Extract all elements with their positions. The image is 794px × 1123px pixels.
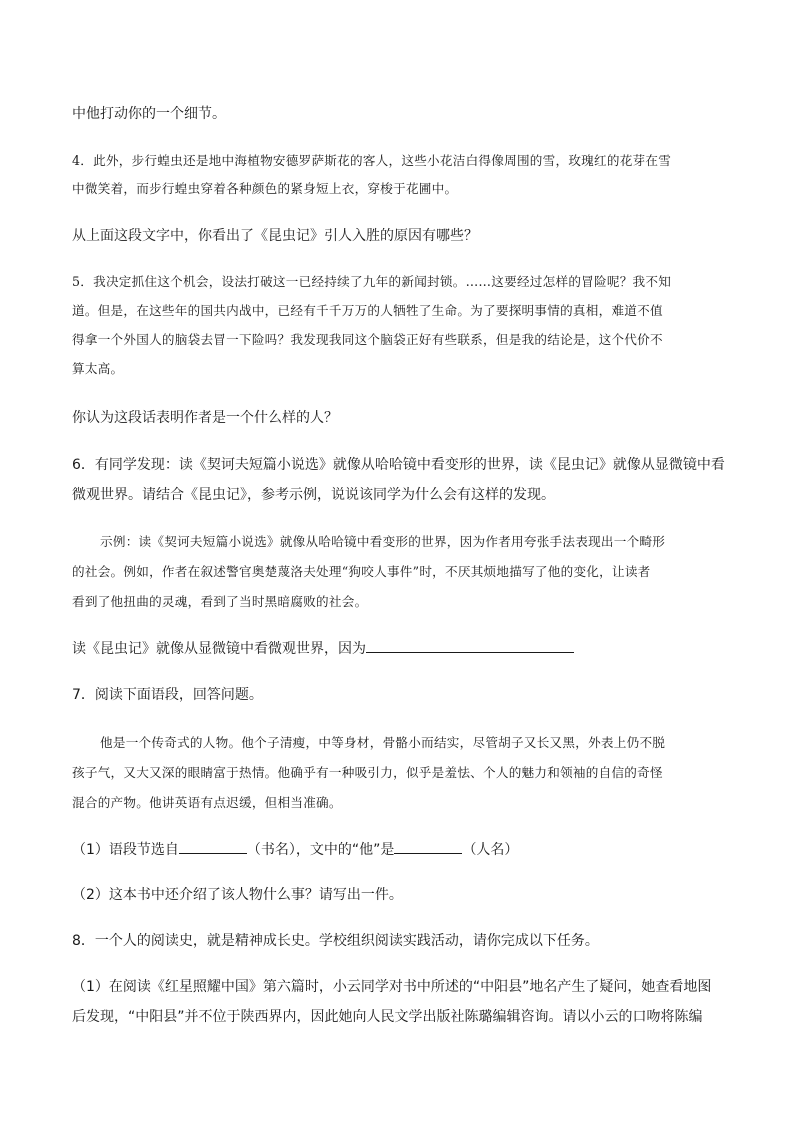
question-8-title: 8．一个人的阅读史，就是精神成长史。学校组织阅读实践活动，请你完成以下任务。 — [72, 933, 599, 949]
question-8-sub-1-line-1: （1）在阅读《红星照耀中国》第六篇时，小云同学对书中所述的“中阳县”地名产生了疑问，她查看地图 — [72, 979, 712, 995]
passage-5-line-3: 得拿一个外国人的脑袋去冒一下险吗？我发现我同这个脑袋正好有些联系，但是我的结论是，这个代价不 — [72, 332, 663, 347]
question-7-title: 7．阅读下面语段，回答问题。 — [72, 687, 263, 703]
sub-1-middle: （书名），文中的“他”是 — [246, 842, 395, 858]
passage-4-line-2: 中微笑着，而步行蝗虫穿着各种颜色的紧身短上衣，穿梭于花圃中。 — [72, 181, 458, 196]
passage-5-line-4: 算太高。 — [72, 361, 124, 376]
passage-7-line-1: 他是一个传奇式的人物。他个子清瘦，中等身材，骨骼小而结实，尽管胡子又长又黑，外表上仍不脱 — [100, 735, 666, 750]
question-5-prompt: 你认为这段话表明作者是一个什么样的人？ — [72, 410, 338, 426]
question-7-sub-1 — [72, 839, 724, 859]
text-line-continuation: 中他打动你的一个细节。 — [72, 106, 226, 122]
answer-blank[interactable] — [366, 640, 574, 653]
question-8-sub-1-line-2: 后发现，“中阳县”并不位于陕西界内，因此她向人民文学出版社陈璐编辑咨询。请以小云的口吻将陈编 — [72, 1009, 703, 1025]
question-6-line-2: 微观世界。请结合《昆虫记》，参考示例，说说该同学为什么会有这样的发现。 — [72, 487, 555, 503]
sub-1-prefix: （1）语段节选自 — [72, 842, 179, 858]
example-line-2: 的社会。例如，作者在叙述警官奥楚蔑洛夫处理“狗咬人事件”时，不厌其烦地描写了他的变化，让读者 — [72, 564, 651, 579]
passage-7-line-2: 孩子气，又大又深的眼睛富于热情。他确乎有一种吸引力，似乎是羞怯、个人的魅力和领袖的自信的奇怪 — [72, 765, 663, 780]
question-4-prompt: 从上面这段文字中，你看出了《昆虫记》引人入胜的原因有哪些？ — [72, 228, 478, 244]
book-name-blank[interactable] — [179, 841, 247, 854]
sub-1-suffix: （人名） — [462, 842, 519, 858]
passage-5-line-1: 5．我决定抓住这个机会，设法打破这一已经持续了九年的新闻封锁。……这要经过怎样的冒险呢？我不知 — [72, 274, 672, 289]
example-line-1: 示例：读《契诃夫短篇小说选》就像从哈哈镜中看变形的世界，因为作者用夸张手法表现出一个畸形 — [100, 534, 666, 549]
passage-4-line-1: 4．此外，步行蝗虫还是地中海植物安德罗萨斯花的客人，这些小花洁白得像周围的雪，玫瑰红的花芽在雪 — [72, 153, 672, 168]
question-6-line-1: 6．有同学发现：读《契诃夫短篇小说选》就像从哈哈镜中看变形的世界，读《昆虫记》就像从显微镜中看 — [72, 457, 725, 473]
question-7-sub-2: （2）这本书中还介绍了该人物什么事？请写出一件。 — [72, 887, 403, 903]
person-name-blank[interactable] — [394, 841, 462, 854]
example-line-3: 看到了他扭曲的灵魂，看到了当时黑暗腐败的社会。 — [72, 594, 368, 609]
question-6-answer-line — [72, 638, 724, 658]
answer-prompt: 读《昆虫记》就像从显微镜中看微观世界，因为 — [72, 641, 366, 657]
passage-7-line-3: 混合的产物。他讲英语有点迟缓，但相当准确。 — [72, 795, 342, 810]
passage-5-line-2: 道。但是，在这些年的国共内战中，已经有千千万万的人牺牲了生命。为了要探明事情的真相，难道不值 — [72, 303, 663, 318]
